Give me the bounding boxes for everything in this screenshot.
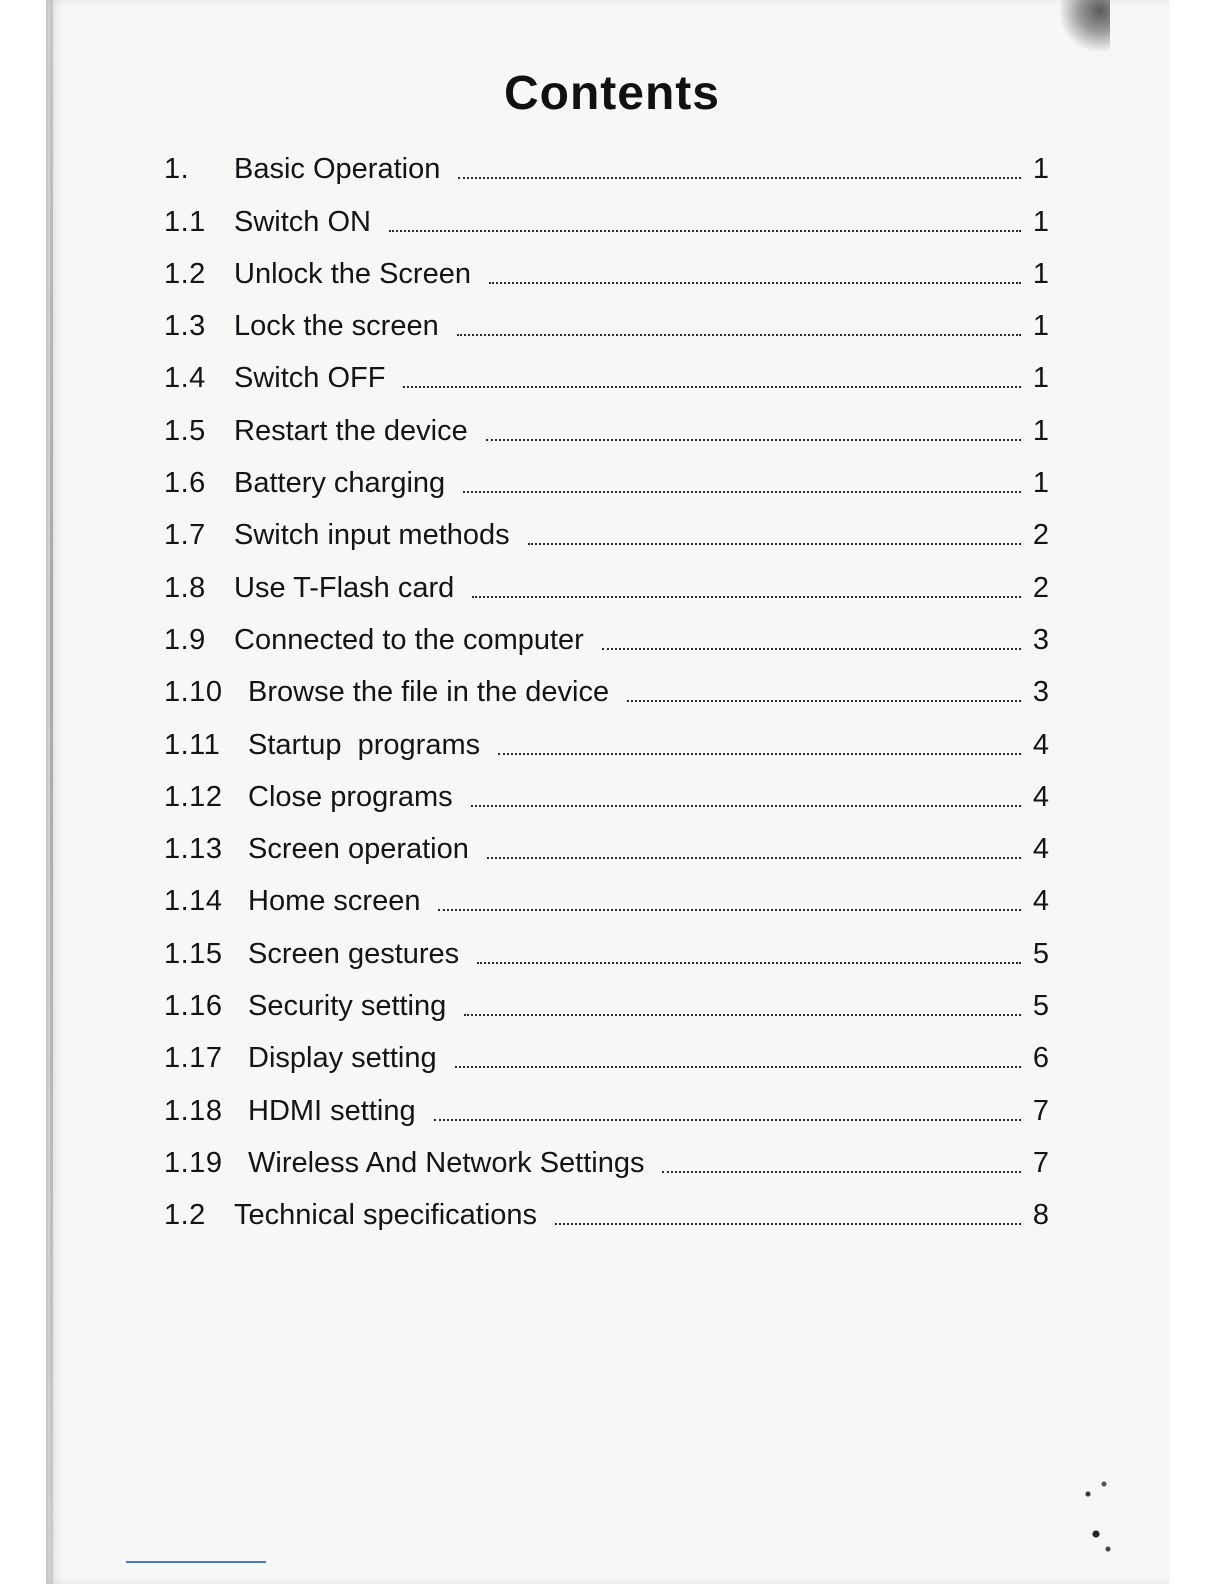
toc-entry-page: 3: [1032, 676, 1049, 709]
scan-specks: [1080, 1464, 1120, 1564]
toc-entry-page: 7: [1032, 1094, 1049, 1127]
toc-entry: [164, 918, 1049, 970]
dot-leader: [455, 1066, 1021, 1068]
toc-entry-label: Battery charging: [234, 467, 446, 500]
dot-leader: [489, 282, 1021, 284]
toc-entry-label: Screen gestures: [248, 937, 460, 970]
page-title: Contents: [504, 67, 720, 120]
toc-entry: [164, 239, 1049, 291]
toc-entry-number: 1.1: [164, 205, 206, 238]
toc-entry-number: 1.18: [164, 1094, 223, 1127]
toc-entry-page: 1: [1032, 205, 1049, 238]
dot-leader: [627, 700, 1021, 702]
dot-leader: [498, 753, 1021, 755]
toc-entry: [164, 605, 1049, 657]
toc-entry-label: Basic Operation: [234, 153, 441, 186]
toc-entry-number: 1.17: [164, 1042, 223, 1075]
toc-entry-number: 1.11: [164, 728, 221, 761]
toc-entry: [164, 1128, 1049, 1180]
dot-leader: [438, 909, 1021, 911]
page-corner-damage: [1060, 0, 1110, 55]
toc-entry: [164, 709, 1049, 761]
dot-leader: [555, 1223, 1021, 1225]
toc-entry-number: 1.6: [164, 467, 206, 500]
toc-entry-number: 1.5: [164, 414, 206, 447]
toc-entry-page: 1: [1032, 362, 1049, 395]
toc-entry-page: 2: [1032, 519, 1049, 552]
toc-entry-page: 4: [1032, 728, 1049, 761]
toc-entry: [164, 866, 1049, 918]
toc-entry-page: 5: [1032, 990, 1049, 1023]
toc-entry-page: 1: [1032, 414, 1049, 447]
toc-entry: [164, 1023, 1049, 1075]
dot-leader: [463, 491, 1021, 493]
toc-entry: [164, 343, 1049, 395]
toc-entry-number: 1.15: [164, 937, 223, 970]
toc-entry-label: Home screen: [248, 885, 421, 918]
toc-entry-number: 1.: [164, 153, 190, 186]
dot-leader: [472, 596, 1021, 598]
toc-entry-page: 4: [1032, 885, 1049, 918]
toc-entry: [164, 814, 1049, 866]
toc-entry: [164, 291, 1049, 343]
dot-leader: [477, 962, 1021, 964]
toc-entry-page: 1: [1032, 310, 1049, 343]
toc-entry-number: 1.10: [164, 676, 223, 709]
toc-entry-label: Close programs: [248, 780, 453, 813]
toc-entry-page: 1: [1032, 257, 1049, 290]
toc-entry-label: Display setting: [248, 1042, 437, 1075]
toc-entry-page: 7: [1032, 1146, 1049, 1179]
toc-entry-label: Technical specifications: [234, 1199, 538, 1232]
toc-entry-number: 1.2: [164, 1199, 206, 1232]
dot-leader: [457, 334, 1021, 336]
toc-entry-label: Switch input methods: [234, 519, 510, 552]
toc-entry-page: 8: [1032, 1199, 1049, 1232]
toc-entry-number: 1.16: [164, 990, 223, 1023]
dot-leader: [528, 543, 1021, 545]
toc-entry-number: 1.9: [164, 623, 206, 656]
toc-entry-label: Lock the screen: [234, 310, 439, 343]
toc-entry-label: Screen operation: [248, 833, 469, 866]
toc-entry: [164, 500, 1049, 552]
toc-entry-label: Restart the device: [234, 414, 468, 447]
toc-entry: [164, 971, 1049, 1023]
toc-entry-number: 1.13: [164, 833, 223, 866]
toc-entry: [164, 134, 1049, 186]
binding-edge: [50, 0, 53, 1584]
toc-entry-page: 3: [1032, 623, 1049, 656]
dot-leader: [389, 230, 1021, 232]
dot-leader: [458, 177, 1021, 179]
toc-entry: [164, 657, 1049, 709]
toc-entry-label: Security setting: [248, 990, 447, 1023]
dot-leader: [464, 1014, 1021, 1016]
toc-entry-label: Connected to the computer: [234, 623, 584, 656]
toc-entry-label: Browse the file in the device: [248, 676, 610, 709]
toc-entry: [164, 762, 1049, 814]
dot-leader: [471, 805, 1021, 807]
toc-entry-label: Switch OFF: [234, 362, 386, 395]
toc-entry-number: 1.7: [164, 519, 206, 552]
dot-leader: [434, 1119, 1021, 1121]
toc-entry: [164, 448, 1049, 500]
toc-entry-page: 1: [1032, 153, 1049, 186]
toc-entry-label: HDMI setting: [248, 1094, 416, 1127]
toc-entry: [164, 186, 1049, 238]
toc-entry-page: 1: [1032, 467, 1049, 500]
dot-leader: [403, 386, 1021, 388]
toc-entry-number: 1.4: [164, 362, 206, 395]
toc-entry: [164, 1180, 1049, 1232]
toc-entry-page: 4: [1032, 833, 1049, 866]
toc-entry-label: Use T-Flash card: [234, 571, 455, 604]
dot-leader: [486, 439, 1021, 441]
toc-entry-number: 1.19: [164, 1146, 223, 1179]
toc-entry-number: 1.12: [164, 780, 223, 813]
toc-entry: [164, 395, 1049, 447]
table-of-contents: [164, 134, 1049, 1232]
toc-entry-page: 4: [1032, 780, 1049, 813]
toc-entry-number: 1.8: [164, 571, 206, 604]
toc-entry-label: Wireless And Network Settings: [248, 1146, 645, 1179]
toc-entry-label: Switch ON: [234, 205, 371, 238]
toc-entry-page: 5: [1032, 937, 1049, 970]
toc-entry-number: 1.3: [164, 310, 206, 343]
toc-entry-page: 2: [1032, 571, 1049, 604]
toc-entry-number: 1.14: [164, 885, 223, 918]
scan-artifact-line: [126, 1561, 266, 1563]
toc-entry: [164, 1075, 1049, 1127]
toc-entry-number: 1.2: [164, 257, 206, 290]
dot-leader: [602, 648, 1021, 650]
dot-leader: [662, 1171, 1021, 1173]
toc-entry-label: Startup programs: [248, 728, 481, 761]
toc-entry-page: 6: [1032, 1042, 1049, 1075]
toc-entry-label: Unlock the Screen: [234, 257, 471, 290]
toc-entry: [164, 552, 1049, 604]
dot-leader: [487, 857, 1021, 859]
scan-left-margin: [0, 0, 46, 1584]
